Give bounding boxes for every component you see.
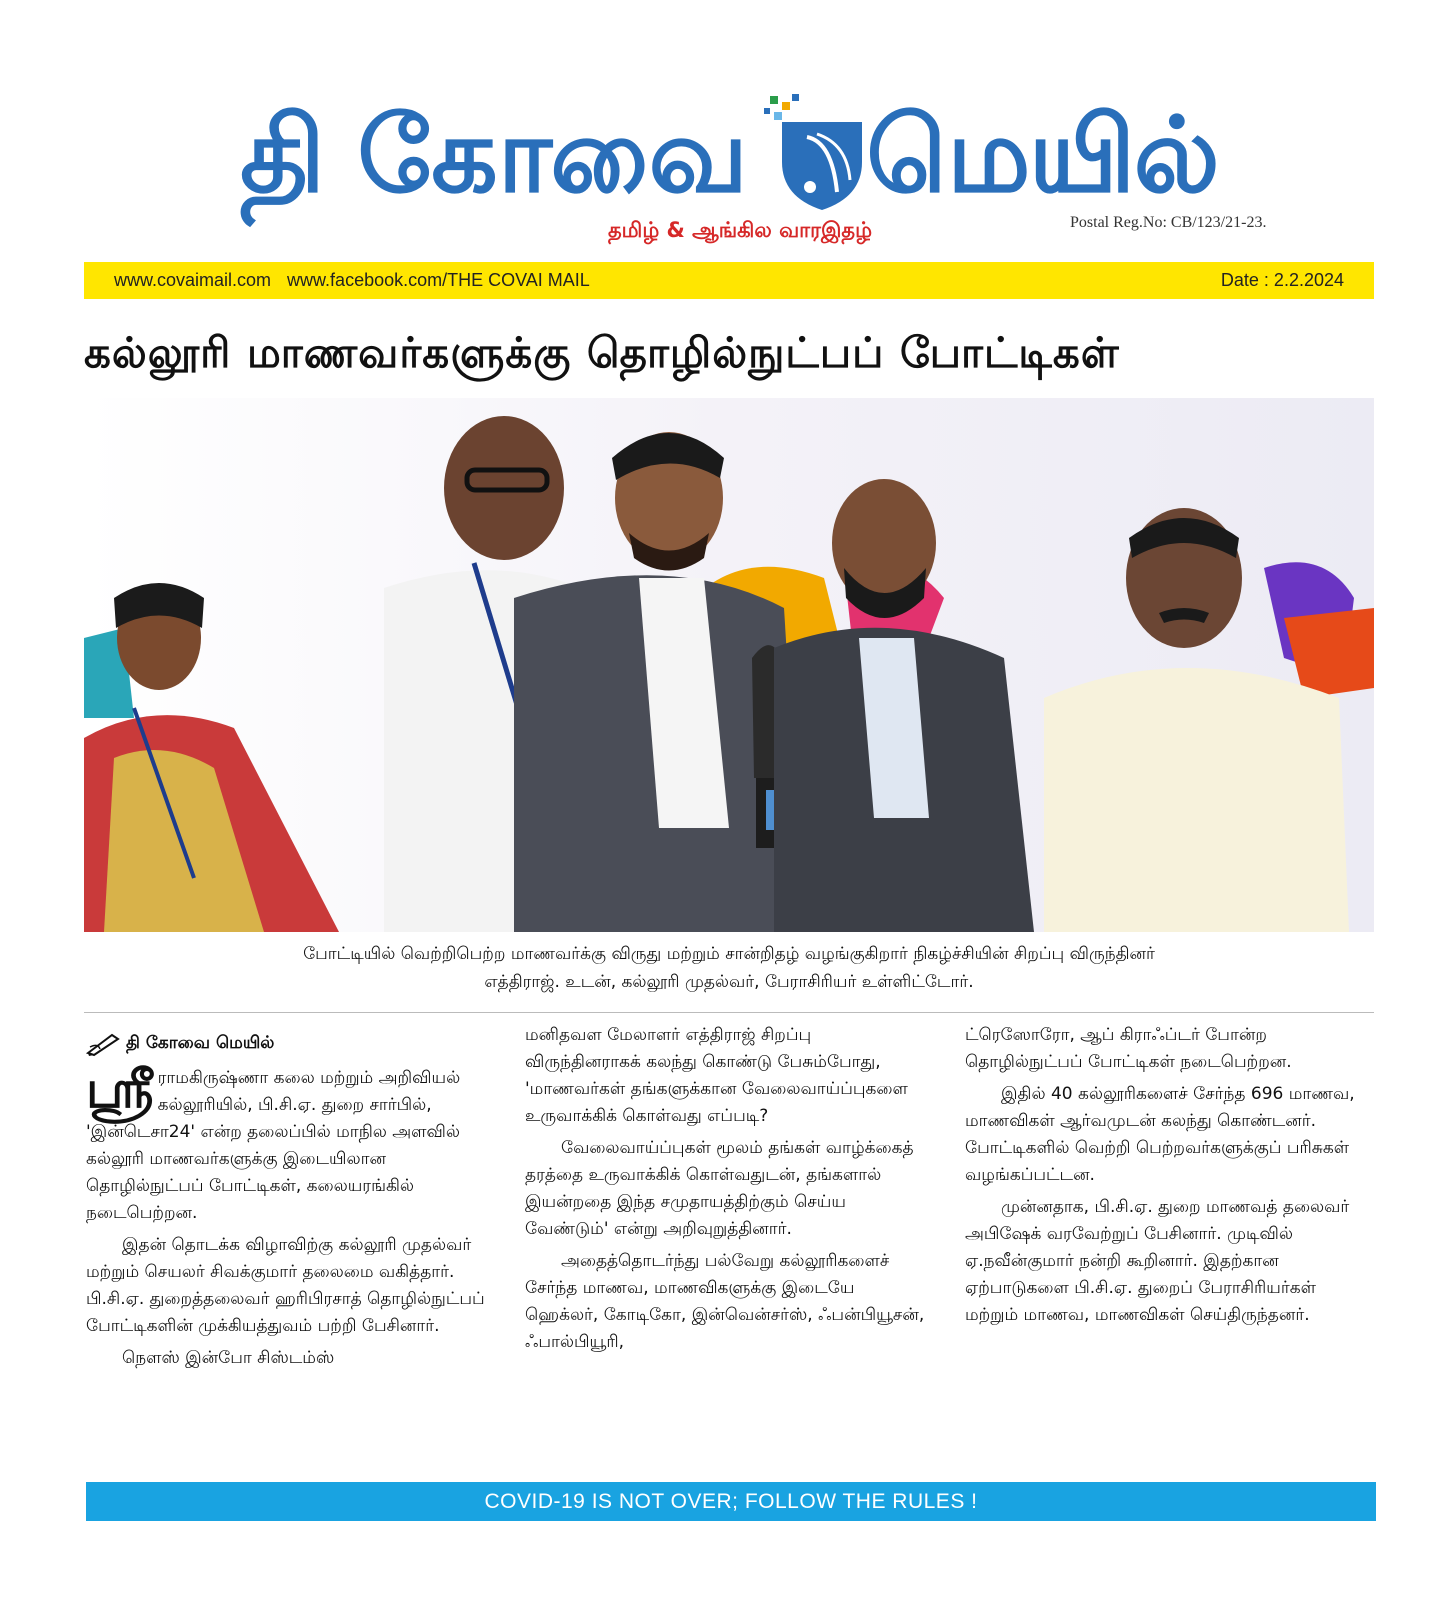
paragraph-1-text: ராமகிருஷ்ணா கலை மற்றும் அறிவியல் கல்லூரியில், பி.சி.ஏ. துறை சார்பில், 'இன்டெசா24' என்ற தலைப்பில் மாநில அளவில் கல்லூரி மாணவர்களுக்கு இடையிலான தொழில்நுட்பப் போட்டிகள், கலையரங்கில் நடைபெற்றன. [86,1068,461,1223]
covid-notice-text: COVID-19 IS NOT OVER; FOLLOW THE RULES ! [484,1489,978,1513]
postal-registration: Postal Reg.No: CB/123/21-23. [1070,214,1267,231]
title-right: மெயில் [866,94,1218,216]
caption-line-1: போட்டியில் வெற்றிபெற்ற மாணவர்க்கு விருது மற்றும் சான்றிதழ் வழங்குகிறார் நிகழ்ச்சியின் சிறப்பு விருந்தினர் [303,944,1155,964]
byline-text: தி கோவை மெயில் [126,1033,275,1053]
dropcap: ஸ்ரீ [86,1060,154,1120]
paragraph-6: அதைத்தொடர்ந்து பல்வேறு கல்லூரிகளைச் சேர்ந்த மாணவ, மாணவிகளுக்கு இடையே ஹெக்லர், கோடிகோ, இன்வென்சர்ஸ், ஃபன்பியூசன், ஃபால்பியூரி, [525,1251,925,1352]
paragraph-8: இதில் 40 கல்லூரிகளைச் சேர்ந்த 696 மாணவ, மாணவிகள் ஆர்வமுடன் கலந்து கொண்டனர். போட்டிகளில் வெற்றி பெற்றவர்களுக்குப் பரிசுகள் வழங்கப்பட்டன. [965,1084,1355,1185]
section-divider [84,1012,1374,1013]
paragraph-7: ட்ரெஸோரோ, ஆப் கிராஃப்டர் போன்ற தொழில்நுட்பப் போட்டிகள் நடைபெற்றன. [965,1025,1292,1072]
paragraph-1 [86,1060,486,1227]
website-link[interactable]: www.covaimail.com [114,270,272,290]
award-ceremony-photo [84,398,1374,932]
paragraph-9: முன்னதாக, பி.சி.ஏ. துறை மாணவத் தலைவர் அபிஷேக் வரவேற்றுப் பேசினார். முடிவில் ஏ.நவீன்குமார் நன்றி கூறினார். இதற்கான ஏற்பாடுகளை பி.சி.ஏ. துறைப் பேராசிரியர்கள் மற்றும் மாணவ, மாணவிகள் செய்திருந்தனர். [965,1197,1350,1325]
masthead [0,80,1455,250]
article-column-3 [965,1022,1365,1334]
paragraph-2: இதன் தொடக்க விழாவிற்கு கல்லூரி முதல்வர் மற்றும் செயலர் சிவக்குமார் தலைமை வகித்தார். பி.சி.ஏ. துறைத்தலைவர் ஹரிபிரசாத் தொழில்நுட்பப் போட்டிகளின் முக்கியத்துவம் பற்றி பேசினார். [86,1235,485,1336]
caption-line-2: எத்திராஜ். உடன், கல்லூரி முதல்வர், பேராசிரியர் உள்ளிட்டோர். [484,972,974,992]
photo-illustration [84,398,1374,932]
pen-icon [86,1031,122,1057]
newspaper-title [240,90,1218,220]
article-column-2 [525,1022,925,1361]
facebook-link[interactable]: www.facebook.com/THE COVAI MAIL [287,270,590,290]
paragraph-3: நௌஸ் இன்போ சிஸ்டம்ஸ் [122,1348,335,1368]
paragraph-5: வேலைவாய்ப்புகள் மூலம் தங்கள் வாழ்க்கைத் தரத்தை உருவாக்கிக் கொள்வதுடன், தங்களால் இயன்றதை இந்த சமுதாயத்திற்கும் செய்ய வேண்டும்' என்று அறிவுறுத்தினார். [525,1138,914,1239]
article-headline: கல்லூரி மாணவர்களுக்கு தொழில்நுட்பப் போட்டிகள் [84,328,1120,377]
byline [86,1030,486,1057]
title-left: தி கோவை [240,94,747,216]
article-column-1 [86,1030,486,1377]
covid-notice-bar [86,1482,1376,1521]
newspaper-subtitle: தமிழ் & ஆங்கில வாரஇதழ் [608,218,873,242]
shield-emblem-icon [762,92,872,212]
photo-caption [84,940,1374,996]
issue-date: Date : 2.2.2024 [1220,270,1344,290]
paragraph-4: மனிதவள மேலாளர் எத்திராஜ் சிறப்பு விருந்தினராகக் கலந்து கொண்டு பேசும்போது, 'மாணவர்கள் தங்களுக்கான வேலைவாய்ப்புகளை உருவாக்கிக் கொள்வது எப்படி? [525,1025,908,1126]
info-bar [84,262,1374,299]
